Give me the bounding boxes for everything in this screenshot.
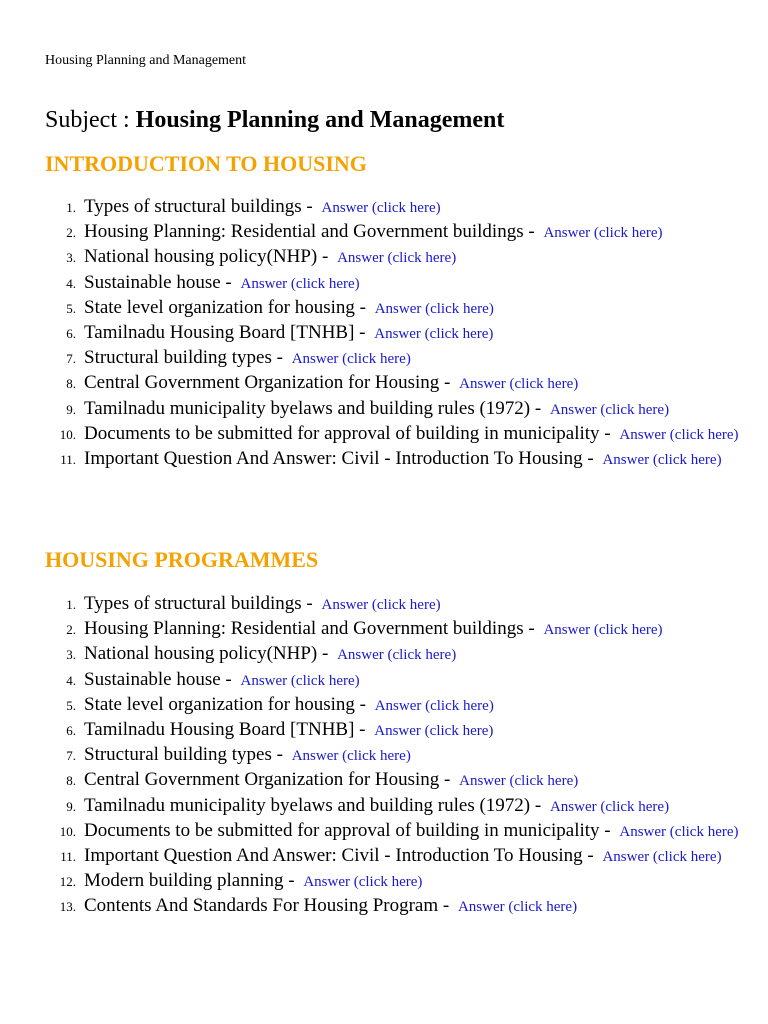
list-item: [0, 694, 740, 717]
list-item-number: 9.: [66, 401, 76, 417]
list-item-number: 9.: [66, 798, 76, 814]
topic-title: Central Government Organization for Housing -: [84, 769, 451, 791]
subject-line: [45, 106, 504, 134]
list-item: [0, 246, 740, 269]
section-heading-programmes: HOUSING PROGRAMMES: [45, 547, 319, 572]
list-item-number: 2.: [66, 622, 76, 638]
list-item: [0, 372, 740, 395]
topic-title: Documents to be submitted for approval of building in municipality -: [84, 819, 611, 841]
list-item: [0, 820, 740, 843]
topic-title: Modern building planning -: [84, 870, 295, 892]
list-item: [0, 719, 740, 742]
answer-link[interactable]: Answer (click here): [374, 722, 494, 739]
answer-link[interactable]: Answer (click here): [374, 697, 494, 714]
list-item-number: 8.: [66, 773, 76, 789]
topic-list-programmes: [0, 593, 740, 920]
answer-link[interactable]: Answer (click here): [240, 672, 360, 689]
answer-link[interactable]: Answer (click here): [543, 622, 663, 639]
answer-link[interactable]: Answer (click here): [374, 325, 494, 342]
list-item-number: 6.: [66, 722, 76, 738]
topic-title: Central Government Organization for Housing -: [84, 372, 451, 394]
answer-link[interactable]: Answer (click here): [337, 250, 457, 267]
answer-link[interactable]: Answer (click here): [459, 773, 579, 790]
topic-title: Tamilnadu Housing Board [TNHB] -: [84, 321, 366, 343]
list-item-number: 5.: [66, 697, 76, 713]
topic-title: Important Question And Answer: Civil - Introduction To Housing -: [84, 447, 594, 469]
list-item-number: 7.: [66, 351, 76, 367]
list-item: [0, 795, 740, 818]
answer-link[interactable]: Answer (click here): [543, 225, 663, 242]
list-item: [0, 744, 740, 767]
answer-link[interactable]: Answer (click here): [619, 823, 739, 840]
answer-link[interactable]: Answer (click here): [337, 647, 457, 664]
answer-link[interactable]: Answer (click here): [602, 451, 722, 468]
list-item-number: 6.: [66, 325, 76, 341]
list-item: [0, 347, 740, 370]
topic-title: State level organization for housing -: [84, 693, 366, 715]
list-item: [0, 221, 740, 244]
topic-title: Types of structural buildings -: [84, 593, 313, 614]
topic-title: State level organization for housing -: [84, 296, 366, 318]
list-item-number: 10.: [59, 823, 76, 839]
topic-title: Documents to be submitted for approval of building in municipality -: [84, 422, 611, 444]
list-item: [0, 769, 740, 792]
answer-link[interactable]: Answer (click here): [374, 300, 494, 317]
topic-title: Structural building types -: [84, 744, 283, 766]
list-item-number: 11.: [60, 451, 76, 467]
answer-link[interactable]: Answer (click here): [321, 200, 441, 216]
answer-link[interactable]: Answer (click here): [549, 401, 670, 418]
list-item-number: 4.: [66, 672, 76, 688]
list-item-number: 1.: [66, 200, 76, 215]
list-item: [0, 845, 740, 868]
topic-list-introduction: [0, 196, 740, 473]
answer-link[interactable]: Answer (click here): [549, 798, 670, 815]
list-item: [0, 196, 740, 219]
list-item-number: 3.: [66, 647, 76, 663]
list-item: [0, 643, 740, 666]
answer-link[interactable]: Answer (click here): [291, 748, 411, 765]
list-item: [0, 398, 740, 421]
list-item: [0, 870, 740, 893]
answer-link[interactable]: Answer (click here): [457, 899, 578, 916]
topic-title: Types of structural buildings -: [84, 196, 313, 217]
section-heading-introduction: INTRODUCTION TO HOUSING: [45, 151, 367, 176]
topic-title: Housing Planning: Residential and Government buildings -: [84, 618, 535, 640]
topic-title: National housing policy(NHP) -: [84, 246, 329, 268]
list-item-number: 5.: [66, 300, 76, 316]
answer-link[interactable]: Answer (click here): [291, 351, 411, 368]
list-item-number: 10.: [59, 426, 76, 442]
topic-title: Tamilnadu municipality byelaws and building rules (1972) -: [84, 397, 542, 419]
list-item: [0, 448, 740, 471]
subject-title: Housing Planning and Management: [135, 107, 505, 133]
answer-link[interactable]: Answer (click here): [321, 597, 441, 613]
topic-title: Housing Planning: Residential and Government buildings -: [84, 221, 535, 243]
list-item-number: 2.: [66, 225, 76, 241]
list-item-number: 8.: [66, 376, 76, 392]
list-item: [0, 618, 740, 641]
list-item: [0, 297, 740, 320]
topic-title: Sustainable house -: [84, 668, 232, 690]
list-item-number: 4.: [66, 275, 76, 291]
list-item-number: 13.: [59, 899, 76, 915]
topic-title: Tamilnadu Housing Board [TNHB] -: [84, 718, 366, 740]
topic-title: Sustainable house -: [84, 271, 232, 293]
list-item: [0, 322, 740, 345]
answer-link[interactable]: Answer (click here): [602, 848, 722, 865]
list-item: [0, 272, 740, 295]
list-item: [0, 895, 740, 918]
answer-link[interactable]: Answer (click here): [240, 275, 360, 292]
answer-link[interactable]: Answer (click here): [619, 426, 739, 443]
subject-prefix: Subject :: [45, 107, 136, 133]
topic-title: Tamilnadu municipality byelaws and building rules (1972) -: [84, 794, 542, 816]
list-item: [0, 669, 740, 692]
list-item-number: 12.: [59, 874, 76, 890]
topic-title: National housing policy(NHP) -: [84, 643, 329, 665]
topic-title: Important Question And Answer: Civil - Introduction To Housing -: [84, 844, 594, 866]
list-item-number: 1.: [66, 597, 76, 612]
topic-title: Structural building types -: [84, 347, 283, 369]
topic-title: Contents And Standards For Housing Program -: [84, 895, 450, 917]
answer-link[interactable]: Answer (click here): [459, 376, 579, 393]
list-item-number: 11.: [60, 848, 76, 864]
list-item: [0, 593, 740, 616]
running-header: Housing Planning and Management: [45, 53, 247, 68]
list-item-number: 3.: [66, 250, 76, 266]
list-item-number: 7.: [66, 748, 76, 764]
list-item: [0, 423, 740, 446]
answer-link[interactable]: Answer (click here): [303, 874, 423, 891]
